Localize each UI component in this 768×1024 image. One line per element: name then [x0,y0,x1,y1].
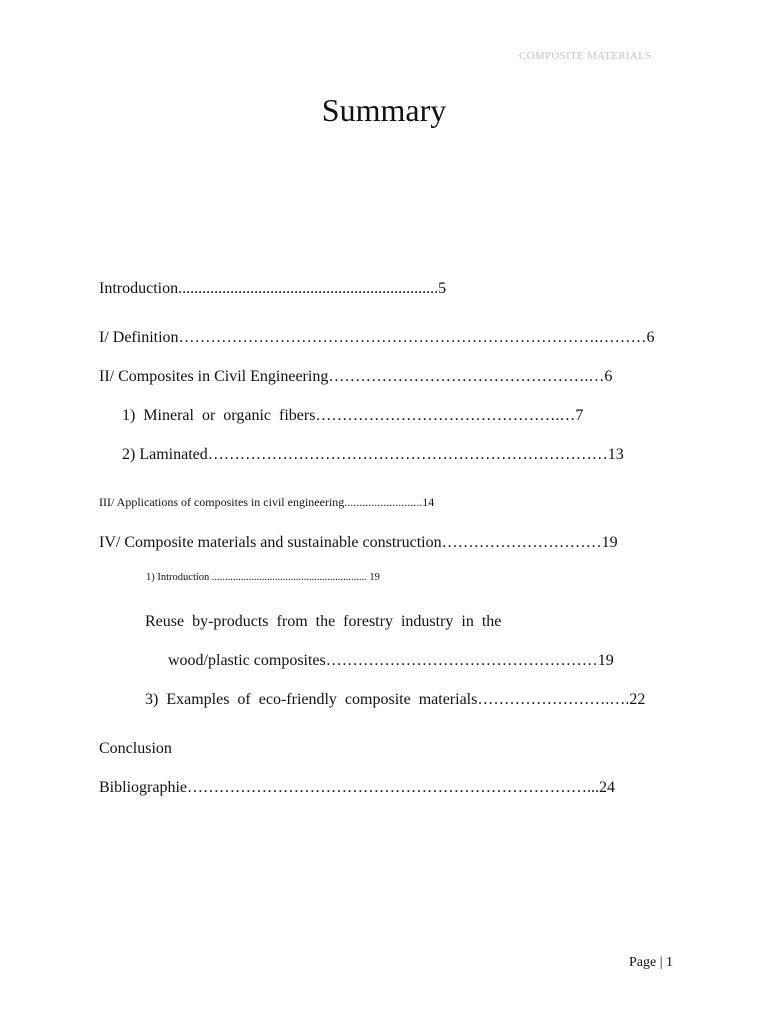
running-header: COMPOSITE MATERIALS [519,50,652,62]
page-title: Summary [321,92,447,128]
toc-mineral-fibers: 1) Mineral or organic fibers……………………………………….…7 [122,407,584,424]
page-number: Page | 1 [629,955,674,970]
toc-conclusion: Conclusion [99,740,172,757]
toc-definition: I/ Definition…………………………………………………………………….………6 [99,329,655,346]
toc-sustainable: IV/ Composite materials and sustainable construction…………………………19 [99,534,618,551]
toc-reuse-line2: wood/plastic composites……………………………………………19 [168,652,614,669]
toc-applications: III/ Applications of composites in civil engineering..........................14 [99,495,435,509]
toc-bibliography: Bibliographie…………………………………………………………………...24 [99,779,615,796]
toc-intro-sub: 1) Introduction ........................................................... 19 [146,572,380,583]
toc-reuse-line1: Reuse by-products from the forestry industry in the [145,613,502,630]
toc-laminated: 2) Laminated…………………………………………………………………13 [122,446,624,463]
toc-composites-civil: II/ Composites in Civil Engineering………………………………………….…6 [99,368,613,385]
toc-examples: 3) Examples of eco-friendly composite materials…………………….….22 [145,691,646,708]
toc-introduction: Introduction.................................................................5 [99,280,447,297]
